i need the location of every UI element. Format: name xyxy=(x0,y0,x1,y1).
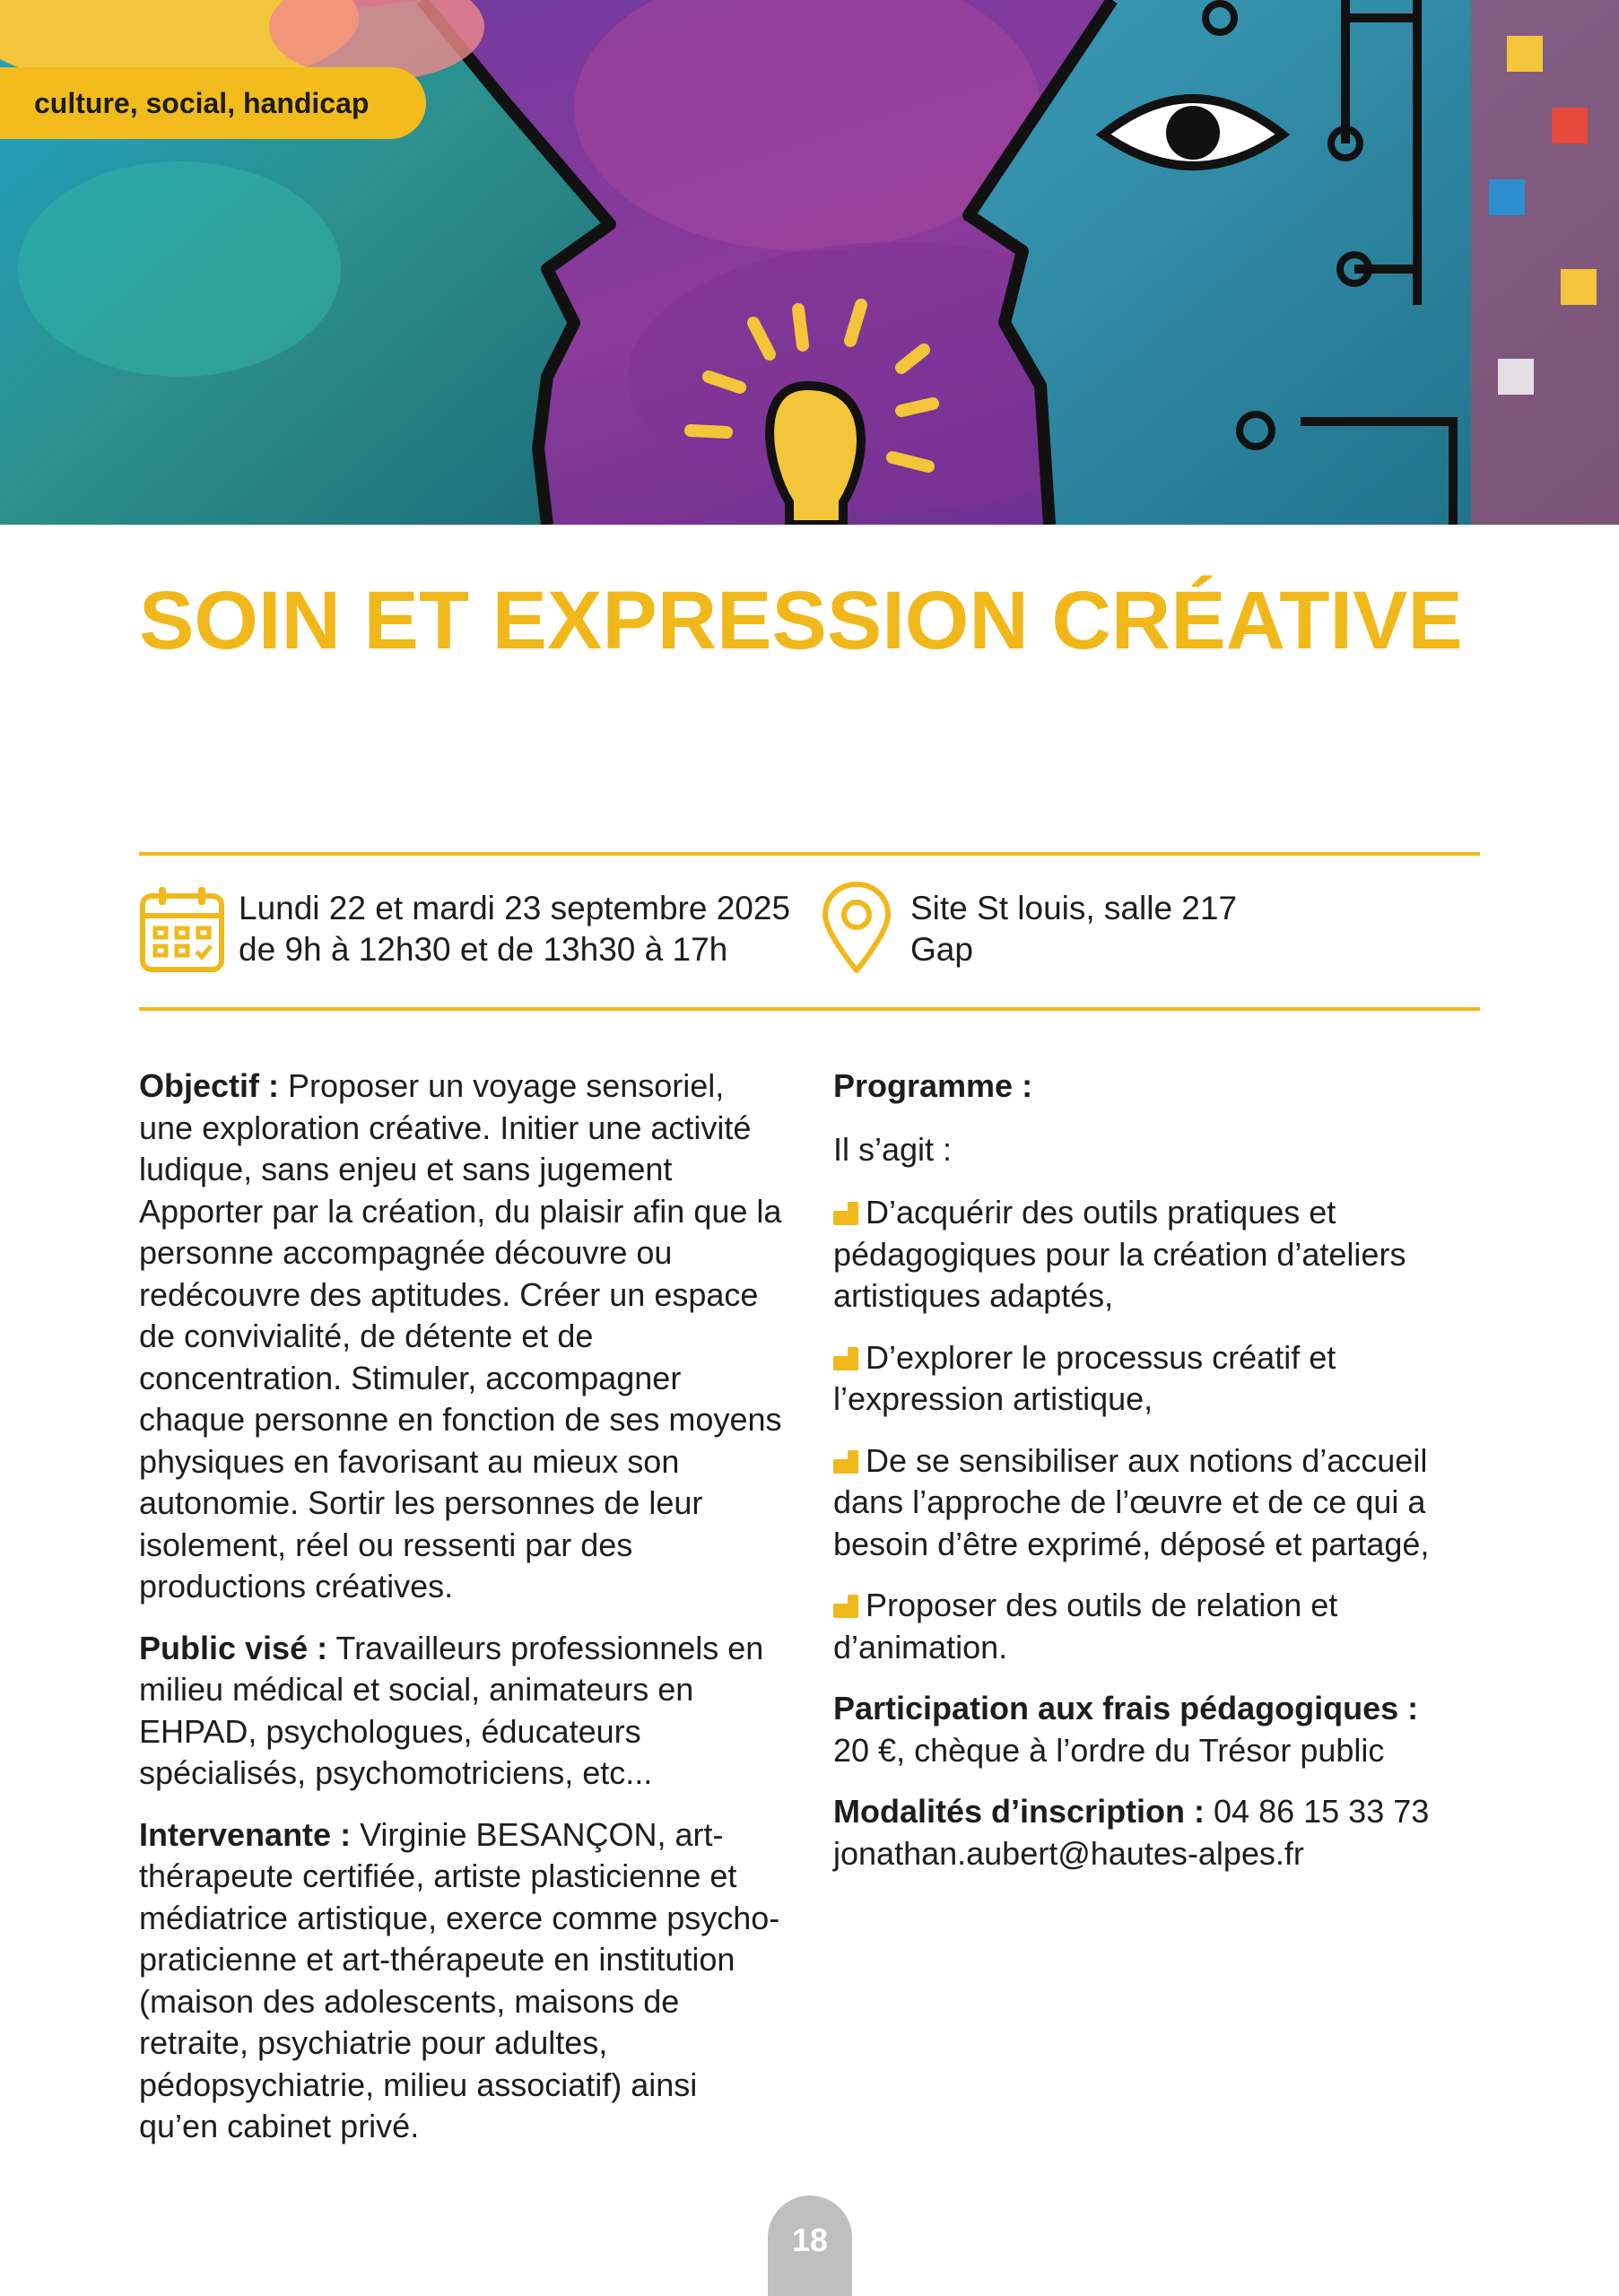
bullet-icon xyxy=(833,1347,862,1370)
event-date-days: Lundi 22 et mardi 23 septembre 2025 xyxy=(239,890,791,926)
frais-text: 20 €, chèque à l’ordre du Trésor public xyxy=(833,1731,1385,1769)
list-item xyxy=(833,1192,1479,1318)
modalites-email[interactable]: jonathan.aubert@hautes-alpes.fr xyxy=(833,1834,1304,1872)
calendar-icon xyxy=(139,883,225,973)
programme-label: Programme : xyxy=(833,1067,1033,1104)
modalites-label: Modalités d’inscription : xyxy=(833,1793,1206,1830)
right-column xyxy=(833,1065,1479,1894)
objectif-label: Objectif : xyxy=(139,1067,280,1104)
map-pin-icon xyxy=(821,881,892,974)
programme-intro: Il s’agit : xyxy=(833,1130,953,1168)
objectif-paragraph xyxy=(139,1065,785,1608)
list-item xyxy=(833,1337,1479,1421)
list-item xyxy=(833,1440,1479,1566)
bullet-icon xyxy=(833,1595,862,1618)
public-label: Public visé : xyxy=(139,1629,328,1666)
modalites-phone: 04 86 15 33 73 xyxy=(1205,1793,1430,1830)
event-location-city: Gap xyxy=(910,931,973,968)
frais-paragraph xyxy=(833,1688,1479,1771)
bullet-icon xyxy=(833,1202,862,1225)
top-divider xyxy=(139,852,1480,856)
list-item xyxy=(833,1585,1479,1668)
event-location xyxy=(910,888,1449,970)
event-date xyxy=(239,888,813,970)
list-item-text: Proposer des outils de relation et d’animation. xyxy=(833,1587,1338,1665)
list-item-text: D’acquérir des outils pratiques et pédagogiques pour la création d’ateliers artistiques adaptés, xyxy=(833,1194,1406,1314)
page-number: 18 xyxy=(768,2196,852,2296)
modalites-paragraph xyxy=(833,1791,1479,1874)
bullet-icon xyxy=(833,1450,862,1474)
intervenante-text: Virginie BESANÇON, art-thérapeute certifiée, artiste plasticienne et médiatrice artistique, exerce comme psycho-praticienne et art-thérapeute en institution (maison des adolescents, maisons de retraite, psychiatrie pour adultes, pédopsychiatrie, milieu associatif) ainsi qu’en cabinet privé. xyxy=(139,1815,780,2144)
bottom-divider xyxy=(139,1007,1480,1011)
event-location-room: Site St louis, salle 217 xyxy=(910,890,1238,926)
objectif-text: Proposer un voyage sensoriel, une exploration créative. Initier une activité ludique, sans enjeu et sans jugement Apporter par la création, du plaisir afin que la personne accompagnée découvre ou redécouvre des aptitudes. Créer un espace de convivialité, de détente et de concentration. Stimuler, accompagner chaque personne en fonction de ses moyens physiques en favorisant au mieux son autonomie. Sortir les personnes de leur isolement, réel ou ressenti par des productions créatives. xyxy=(139,1067,782,1605)
event-date-hours: de 9h à 12h30 et de 13h30 à 17h xyxy=(239,931,728,968)
frais-label: Participation aux frais pédagogiques : xyxy=(833,1690,1419,1726)
category-tag: culture, social, handicap xyxy=(0,67,426,139)
left-column xyxy=(139,1065,785,2168)
public-text: Travailleurs professionnels en milieu médical et social, animateurs en EHPAD, psychologues, éducateurs spécialisés, psychomotriciens, etc... xyxy=(139,1629,764,1791)
list-item-text: D’explorer le processus créatif et l’expression artistique, xyxy=(833,1338,1336,1417)
list-item-text: De se sensibiliser aux notions d’accueil dans l’approche de l’œuvre et de ce qui a besoin d’être exprimé, déposé et partagé, xyxy=(833,1441,1430,1562)
intervenante-paragraph xyxy=(139,1814,785,2148)
page-title: SOIN ET EXPRESSION CRÉATIVE xyxy=(139,575,1463,666)
public-paragraph xyxy=(139,1628,785,1795)
programme-heading xyxy=(833,1065,1479,1108)
intervenante-label: Intervenante : xyxy=(139,1815,352,1853)
